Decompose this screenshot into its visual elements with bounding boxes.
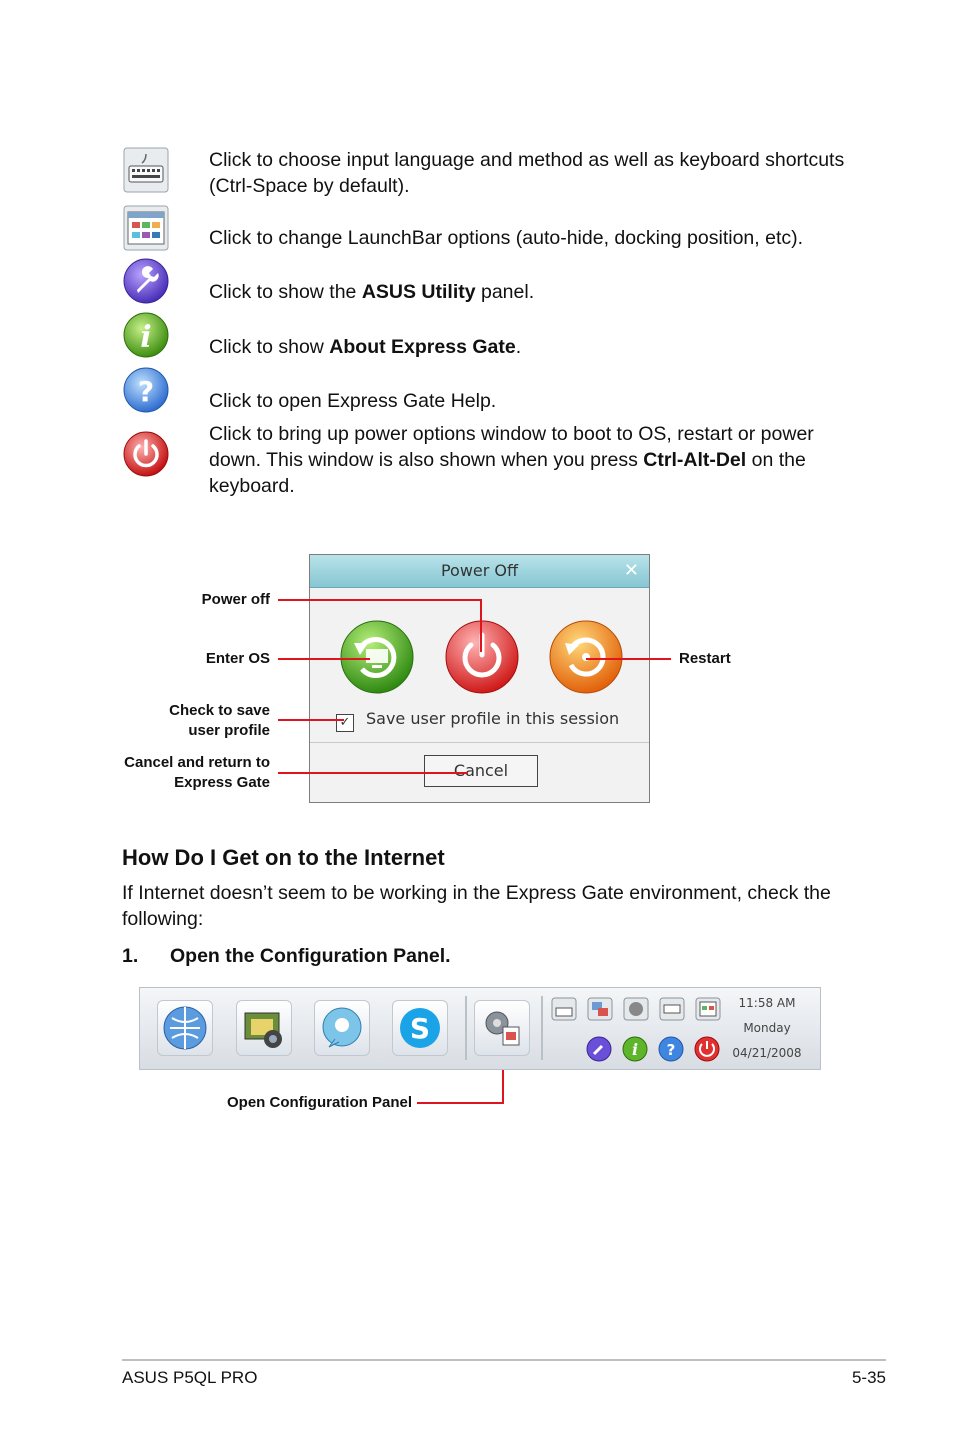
step-text: Open the Configuration Panel.: [170, 945, 451, 967]
clock-day: Monday: [743, 1021, 791, 1035]
tray-asus-utility-icon[interactable]: [587, 1037, 611, 1061]
about-text-post: .: [515, 336, 522, 358]
svg-text:S: S: [409, 1012, 431, 1045]
footer-rule: [122, 1359, 886, 1361]
about-text-pre: Click to show: [209, 336, 330, 358]
cancel-button[interactable]: Cancel: [424, 755, 538, 787]
svg-text:i: i: [140, 320, 152, 355]
configuration-panel-icon: [475, 1001, 529, 1055]
about-text-bold: About Express Gate: [329, 336, 516, 358]
tray-device-icon[interactable]: [660, 998, 684, 1020]
photo-manager-icon: [237, 1001, 291, 1055]
callout-enter-os: Enter OS: [205, 650, 270, 667]
launchbar-chat-tile[interactable]: [314, 1000, 370, 1056]
tray-network-icon[interactable]: [588, 998, 612, 1020]
close-icon[interactable]: ✕: [623, 560, 639, 581]
tray-volume-icon[interactable]: [624, 998, 648, 1020]
callout-check-save-line2: user profile: [188, 722, 270, 739]
svg-text:i: i: [631, 1040, 639, 1059]
asus-utility-text-post: panel.: [475, 281, 535, 303]
tray-power-icon[interactable]: [695, 1037, 719, 1061]
browser-icon: [158, 1001, 212, 1055]
power-text-pre: Click to bring up power options window to boot to OS, restart or power down. This window is also shown when you press: [209, 423, 814, 471]
tray-row-bottom: [580, 1034, 730, 1064]
tray-row-top: [548, 994, 728, 1024]
save-profile-checkbox[interactable]: ✓: [336, 714, 354, 732]
launchbar-config-tile[interactable]: [474, 1000, 530, 1056]
callout-restart: Restart: [679, 650, 731, 667]
tray-info-icon[interactable]: [623, 1037, 647, 1061]
callout-power-off: Power off: [201, 591, 270, 608]
keyboard-description: Click to choose input language and method as well as keyboard shortcuts (Ctrl-Space by default).: [209, 149, 845, 197]
power-text-bold: Ctrl-Alt-Del: [643, 449, 747, 471]
step-1: [122, 945, 451, 968]
tray-keyboard-icon[interactable]: [552, 998, 576, 1020]
callout-check-save-line1: Check to save: [169, 702, 270, 719]
dialog-title: Power Off: [440, 561, 519, 580]
callout-cancel-line1: Cancel and return to: [124, 754, 270, 771]
save-profile-label: Save user profile in this session: [366, 709, 620, 728]
clock-date: 04/21/2008: [732, 1046, 802, 1060]
svg-text:?: ?: [666, 1041, 676, 1059]
footer-page-number: 5-35: [851, 1368, 886, 1387]
asus-utility-text-bold: ASUS Utility: [361, 281, 476, 303]
callout-open-config: Open Configuration Panel: [226, 1094, 412, 1111]
launchbar-divider-2: [541, 996, 543, 1060]
asus-utility-text-pre: Click to show the: [209, 281, 362, 303]
clock-time: 11:58 AM: [738, 996, 796, 1010]
chat-icon: [315, 1001, 369, 1055]
launchbar-skype-tile[interactable]: [392, 1000, 448, 1056]
launchbar-description: Click to change LaunchBar options (auto-hide, docking position, etc).: [209, 227, 804, 249]
launchbar-photo-tile[interactable]: [236, 1000, 292, 1056]
skype-icon: [393, 1001, 447, 1055]
svg-text:?: ?: [137, 375, 155, 408]
footer-product: ASUS P5QL PRO: [122, 1368, 258, 1387]
section-heading: How Do I Get on to the Internet: [122, 845, 445, 870]
tray-help-icon[interactable]: [659, 1037, 683, 1061]
help-description: Click to open Express Gate Help.: [209, 390, 497, 412]
launchbar-browser-tile[interactable]: [157, 1000, 213, 1056]
section-paragraph: If Internet doesn’t seem to be working in the Express Gate environment, check the following:: [122, 882, 831, 930]
tray-launchbar-options-icon[interactable]: [696, 998, 720, 1020]
power-text-post: on the keyboard.: [209, 449, 806, 497]
launchbar-divider: [465, 996, 467, 1060]
callout-cancel-line2: Express Gate: [174, 774, 270, 791]
step-number: 1.: [122, 945, 139, 967]
